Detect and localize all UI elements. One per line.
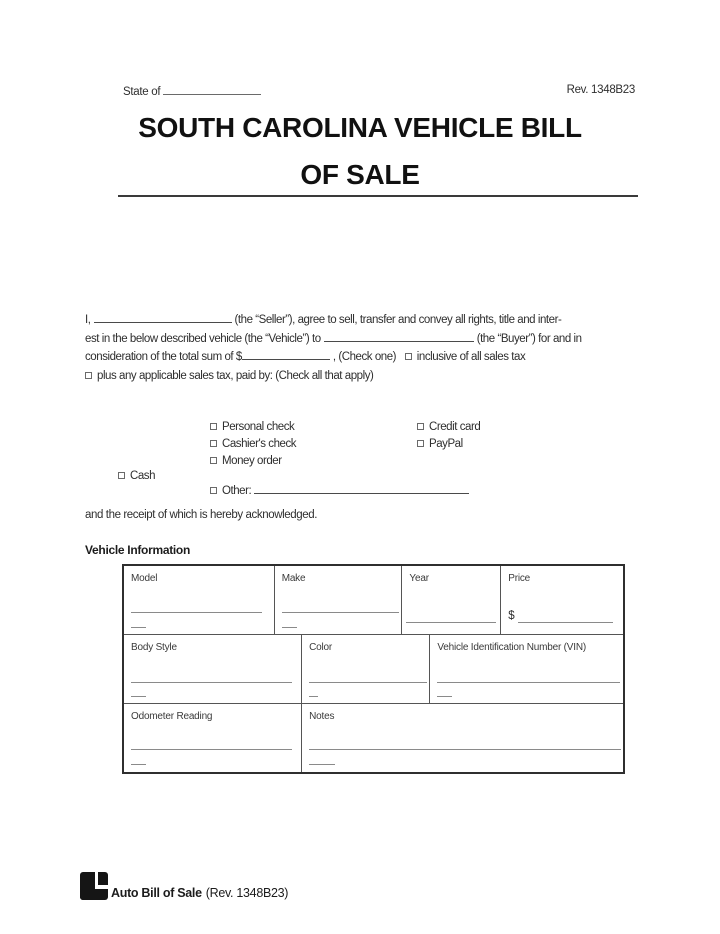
payment-options-column-2	[210, 419, 296, 470]
legal-templates-logo-icon	[80, 872, 108, 900]
agreement-line-3	[85, 348, 645, 367]
option-inclusive-sales-tax: inclusive of all sales tax	[416, 351, 526, 363]
price-label: Price	[508, 573, 531, 584]
price-write-line[interactable]	[518, 622, 613, 623]
agreement-text: (the “Buyer”) for and in	[476, 332, 582, 345]
footer-revision: (Rev. 1348B23)	[205, 886, 289, 900]
agreement-line-1	[85, 311, 645, 330]
payment-option-money-order	[210, 453, 296, 470]
credit-card-label: Credit card	[429, 421, 481, 433]
notes-write-line[interactable]	[309, 749, 621, 750]
footer	[80, 872, 288, 900]
checkbox-cashiers-check[interactable]	[210, 440, 217, 447]
agreement-line-2	[85, 330, 645, 349]
cell-body-style	[124, 635, 302, 703]
logo-corner-square	[98, 872, 108, 885]
sale-amount-blank[interactable]	[242, 349, 330, 360]
cell-color	[302, 635, 430, 703]
other-payment-blank[interactable]	[254, 483, 469, 494]
checkbox-plus-sales-tax[interactable]	[85, 372, 92, 379]
notes-write-line-2[interactable]	[309, 764, 335, 765]
checkbox-inclusive-sales-tax[interactable]	[405, 353, 412, 360]
checkbox-personal-check[interactable]	[210, 423, 217, 430]
cell-year	[402, 566, 501, 634]
model-write-line[interactable]	[131, 612, 262, 613]
receipt-acknowledgment: and the receipt of which is hereby acknowledged.	[85, 509, 318, 521]
cell-price	[501, 566, 623, 634]
footer-text	[111, 887, 288, 900]
cell-odometer	[124, 704, 302, 772]
vehicle-information-table	[122, 564, 625, 774]
money-order-label: Money order	[222, 455, 282, 467]
cell-model	[124, 566, 275, 634]
cell-vin	[430, 635, 623, 703]
title-divider	[118, 195, 638, 197]
table-row-3	[124, 704, 623, 772]
agreement-line-4	[85, 367, 645, 386]
make-write-line-2[interactable]	[282, 627, 297, 628]
table-row-1	[124, 566, 623, 635]
body-style-write-line[interactable]	[131, 682, 292, 683]
state-of-blank[interactable]	[163, 84, 261, 95]
page-title	[85, 104, 635, 198]
vehicle-information-heading: Vehicle Information	[85, 543, 190, 557]
odometer-write-line-2[interactable]	[131, 764, 146, 765]
vin-label: Vehicle Identification Number (VIN)	[437, 642, 587, 653]
page-title-line2: OF SALE	[300, 159, 420, 190]
payment-option-personal-check	[210, 419, 296, 436]
agreement-paragraph	[85, 311, 645, 385]
agreement-text: consideration of the total sum of $	[85, 351, 242, 363]
model-label: Model	[131, 573, 158, 584]
paypal-label: PayPal	[429, 438, 463, 450]
cashiers-check-label: Cashier's check	[222, 438, 297, 450]
odometer-write-line[interactable]	[131, 749, 292, 750]
agreement-text: (the “Seller”), agree to sell, transfer and convey all rights, title and inter-	[234, 314, 562, 326]
make-write-line[interactable]	[282, 612, 399, 613]
seller-name-blank[interactable]	[94, 312, 232, 323]
odometer-label: Odometer Reading	[131, 711, 213, 722]
body-style-write-line-2[interactable]	[131, 696, 146, 697]
notes-label: Notes	[309, 711, 335, 722]
state-of-label: State of	[123, 86, 161, 98]
checkbox-credit-card[interactable]	[417, 423, 424, 430]
page-title-line1: SOUTH CAROLINA VEHICLE BILL	[138, 112, 582, 143]
vin-write-line[interactable]	[437, 682, 620, 683]
year-write-line[interactable]	[406, 622, 496, 623]
state-of-field	[123, 84, 264, 98]
agreement-text: est in the below described vehicle (the “Vehicle”) to	[85, 332, 321, 345]
make-label: Make	[281, 573, 306, 584]
color-write-line[interactable]	[309, 682, 427, 683]
color-write-line-2[interactable]	[309, 696, 318, 697]
payment-option-credit-card	[417, 419, 480, 436]
price-dollar-sign: $	[508, 610, 515, 622]
buyer-name-blank[interactable]	[324, 331, 474, 342]
cash-label: Cash	[130, 470, 156, 482]
checkbox-paypal[interactable]	[417, 440, 424, 447]
checkbox-cash[interactable]	[118, 472, 125, 479]
model-write-line-2[interactable]	[131, 627, 146, 628]
color-label: Color	[309, 642, 333, 653]
personal-check-label: Personal check	[222, 421, 295, 433]
payment-option-other	[210, 483, 472, 500]
payment-option-paypal	[417, 436, 480, 453]
option-plus-sales-tax: plus any applicable sales tax, paid by: (Check all that apply)	[97, 369, 374, 382]
payment-option-cash	[118, 468, 155, 485]
checkbox-money-order[interactable]	[210, 457, 217, 464]
other-label: Other:	[222, 485, 252, 497]
agreement-text: , (Check one)	[332, 351, 397, 363]
table-row-2	[124, 635, 623, 704]
vin-write-line-2[interactable]	[437, 696, 452, 697]
revision-label: Rev. 1348B23	[566, 84, 635, 96]
footer-brand: Auto Bill of Sale	[111, 886, 202, 900]
logo-bottom-bar	[80, 889, 108, 900]
agreement-text: I,	[85, 314, 91, 326]
cell-make	[275, 566, 403, 634]
payment-option-cashiers-check	[210, 436, 296, 453]
cell-notes	[302, 704, 623, 772]
payment-options-column-3	[417, 419, 480, 453]
checkbox-other[interactable]	[210, 487, 217, 494]
body-style-label: Body Style	[131, 642, 177, 653]
year-label: Year	[409, 573, 429, 584]
